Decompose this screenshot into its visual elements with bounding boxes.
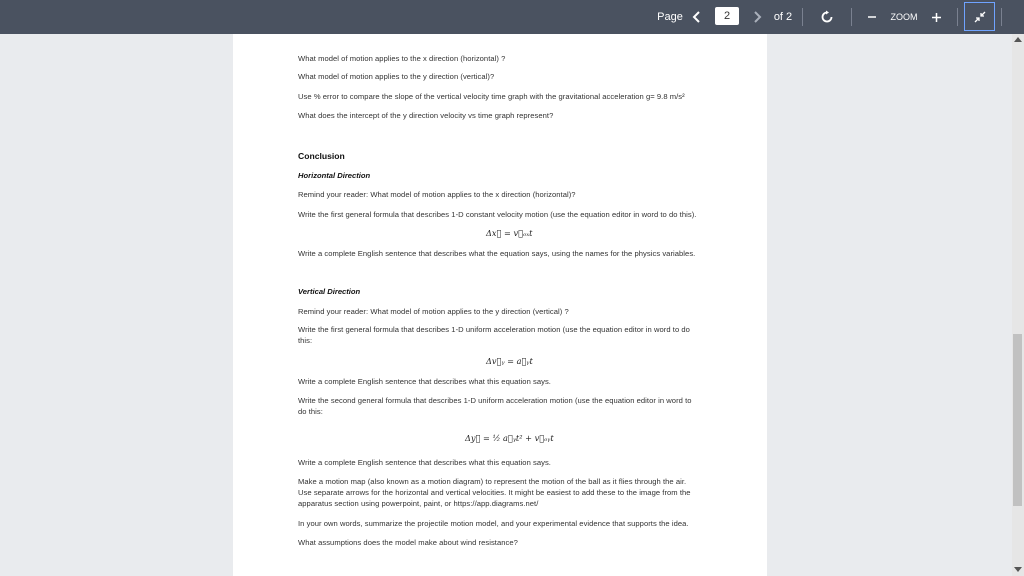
document-page	[233, 34, 767, 576]
vertical-sentence-2: Write a complete English sentence that describes what this equation says.	[298, 458, 551, 467]
question-y-model: What model of motion applies to the y direction (vertical)?	[298, 72, 495, 81]
scroll-up-arrow-icon[interactable]	[1014, 37, 1022, 42]
divider	[957, 8, 958, 26]
zoom-out-button[interactable]	[864, 0, 880, 34]
question-percent-error: Use % error to compare the slope of the vertical velocity time graph with the gravitational acceleration g= 9.8 m/s²	[298, 92, 685, 101]
zoom-label: ZOOM	[890, 12, 918, 22]
motion-map-line-1: Make a motion map (also known as a motion diagram) to represent the motion of the ball as it flies through the air.	[298, 477, 687, 486]
divider	[851, 8, 852, 26]
question-x-model: What model of motion applies to the x direction (horizontal) ?	[298, 54, 506, 63]
summarize-prompt: In your own words, summarize the projectile motion model, and your experimental evidence that supports the idea.	[298, 519, 689, 528]
vertical-formula-prompt: Write the first general formula that describes 1-D uniform acceleration motion (use the equation editor in word to do	[298, 325, 690, 334]
horizontal-remind: Remind your reader: What model of motion applies to the x direction (horizontal)?	[298, 190, 576, 199]
conclusion-heading: Conclusion	[298, 151, 345, 161]
collapse-icon	[974, 11, 986, 23]
assumptions-prompt: What assumptions does the model make about wind resistance?	[298, 538, 518, 547]
vertical-heading: Vertical Direction	[298, 287, 361, 296]
fullscreen-exit-button[interactable]	[964, 2, 995, 31]
horizontal-formula-prompt: Write the first general formula that describes 1-D constant velocity motion (use the equation editor in word to do this).	[298, 210, 697, 219]
page-total: of 2	[773, 11, 793, 23]
vertical-remind: Remind your reader: What model of motion applies to the y direction (vertical) ?	[298, 307, 569, 316]
plus-icon	[931, 12, 942, 23]
horizontal-heading: Horizontal Direction	[298, 171, 371, 180]
prev-page-button[interactable]	[688, 0, 706, 34]
question-intercept: What does the intercept of the y direction velocity vs time graph represent?	[298, 111, 554, 120]
minus-icon	[867, 12, 877, 22]
divider	[802, 8, 803, 26]
horizontal-sentence-prompt: Write a complete English sentence that describes what the equation says, using the names for the physics variables.	[298, 249, 696, 258]
rotate-icon	[820, 10, 834, 24]
vertical-formula-prompt-cont: this:	[298, 336, 313, 345]
chevron-left-icon	[692, 11, 702, 23]
divider	[1001, 8, 1002, 26]
page-number-input[interactable]: 2	[715, 7, 739, 25]
vertical-equation-1: Δv⃗ᵧ = a⃗ᵧt	[486, 356, 533, 366]
vertical-second-prompt: Write the second general formula that describes 1-D uniform acceleration motion (use the equation editor in word to	[298, 396, 692, 405]
page-label: Page	[657, 11, 683, 23]
next-page-button[interactable]	[748, 0, 766, 34]
vertical-equation-2: Δy⃗ = ½ a⃗ᵧt² + v⃗ₒᵧt	[465, 433, 554, 443]
viewer-toolbar	[0, 0, 1024, 34]
rotate-button[interactable]	[817, 0, 837, 34]
vertical-sentence-1: Write a complete English sentence that describes what this equation says.	[298, 377, 551, 386]
scroll-down-arrow-icon[interactable]	[1014, 567, 1022, 572]
motion-map-line-3: apparatus section using powerpoint, paint, or https://app.diagrams.net/	[298, 499, 539, 508]
horizontal-equation: Δx⃗ = v⃗ₒₓt	[486, 228, 533, 238]
vertical-second-prompt-cont: do this:	[298, 407, 323, 416]
chevron-right-icon	[752, 11, 762, 23]
motion-map-line-2: Use separate arrows for the horizontal and vertical velocities. It might be easiest to add these to the image from the	[298, 488, 691, 497]
scrollbar-thumb[interactable]	[1013, 334, 1022, 506]
zoom-in-button[interactable]	[928, 0, 944, 34]
